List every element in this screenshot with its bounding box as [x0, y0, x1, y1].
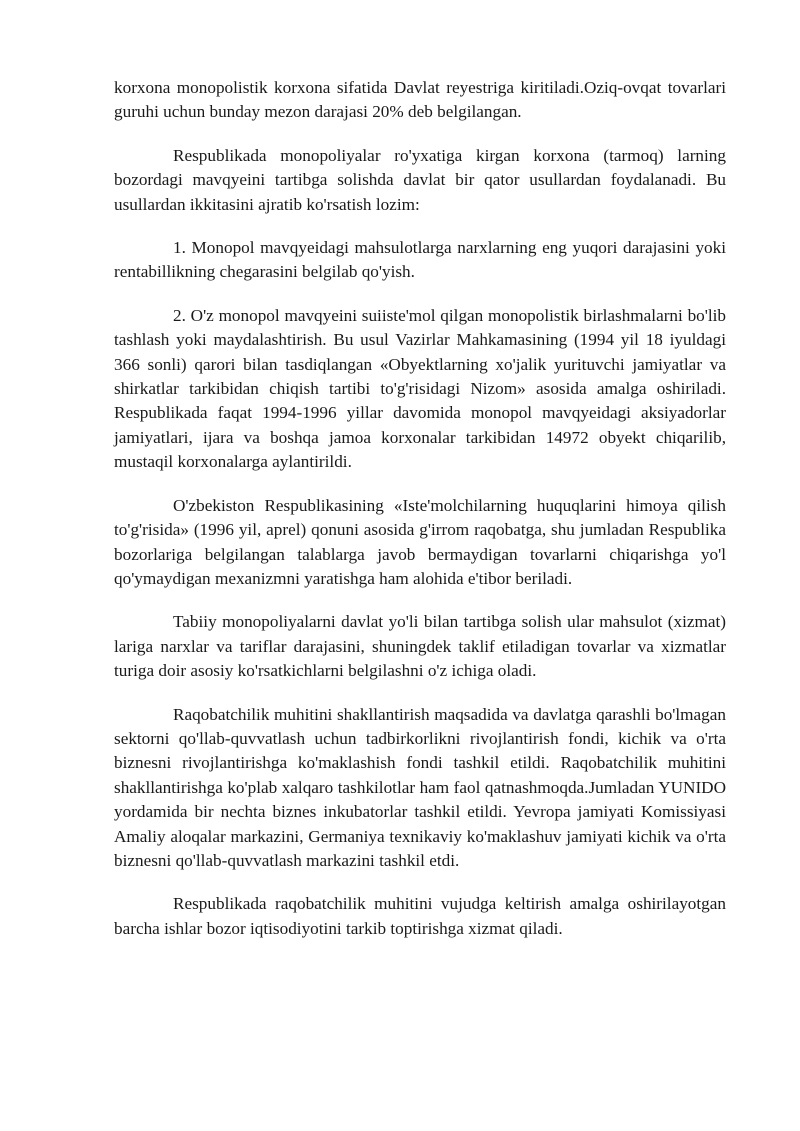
- document-page: [114, 76, 726, 960]
- paragraph-competition-environment: Raqobatchilik muhitini shakllantirish maqsadida va davlatga qarashli bo'lmagan sektorni qo'llab-quvvatlash uchun tadbirkorlikni rivojlantirish fondi, kichik va o'rta biznesni rivojlantirishga ko'maklashish fondi tashkil etildi. Raqobatchilik muhitini shakllantirishga ko'plab xalqaro tashkilotlar ham faol qatnashmoqda.Jumladan YUNIDO yordamida bir nechta biznes inkubatorlar tashkil etildi. Yevropa jamiyati Komissiyasi Amaliy aloqalar markazini, Germaniya texnikaviy ko'maklashuv jamiyati kichik va o'rta biznesni qo'llab-quvvatlash markazini tashkil etdi.: [114, 704, 726, 870]
- paragraph-conclusion: Respublikada raqobatchilik muhitini vujudga keltirish amalga oshirilayotgan barcha ishlar bozor iqtisodiyotini tarkib toptirishga xizmat qiladi.: [114, 894, 726, 938]
- paragraph-consumer-law: O'zbekiston Respublikasining «Iste'molchilarning huquqlarini himoya qilish to'g'risida» (1996 yil, aprel) qonuni asosida g'irrom raqobatga, shu jumladan Respublika bozorlariga belgilangan talablarga javob bermaydigan tovarlarni chiqarishga yo'l qo'ymaydigan mexanizmni yaratishga ham alohida e'tibor beriladi.: [114, 495, 726, 588]
- paragraph-continuation: korxona monopolistik korxona sifatida Davlat reyestriga kiritiladi.Oziq-ovqat tovarlari guruhi uchun bunday mezon darajasi 20% deb belgilangan.: [114, 78, 726, 122]
- paragraph-method-two: 2. O'z monopol mavqyeini suiiste'mol qilgan monopolistik birlashmalarni bo'lib tashlash yoki maydalashtirish. Bu usul Vazirlar Mahkamasining (1994 yil 18 iyuldagi 366 sonli) qarori bilan tasdiqlangan «Obyektlarning xo'jalik yurituvchi jamiyatlar va shirkatlar tarkibidan chiqish tartibi to'g'risidagi Nizom» asosida amalga oshiriladi. Respublikada faqat 1994-1996 yillar davomida monopol mavqyeidagi aksiyadorlar jamiyatlari, ijara va boshqa jamoa korxonalar tarkibidan 14972 obyekt chiqarilib, mustaqil korxonalarga aylantirildi.: [114, 305, 726, 472]
- paragraph-method-one: 1. Monopol mavqyeidagi mahsulotlarga narxlarning eng yuqori darajasini yoki rentabillikning chegarasini belgilab qo'yish.: [114, 238, 726, 282]
- paragraph-natural-monopolies: Tabiiy monopoliyalarni davlat yo'li bilan tartibga solish ular mahsulot (xizmat) lariga narxlar va tariflar darajasini, shuningdek taklif etiladigan tovarlar va xizmatlar turiga doir asosiy ko'rsatkichlarni belgilashni o'z ichiga oladi.: [114, 612, 726, 681]
- paragraph-regulation-methods: Respublikada monopoliyalar ro'yxatiga kirgan korxona (tarmoq) larning bozordagi mavqyeini tartibga solishda davlat bir qator usullardan foydalanadi. Bu usullardan ikkitasini ajratib ko'rsatish lozim:: [114, 145, 726, 214]
